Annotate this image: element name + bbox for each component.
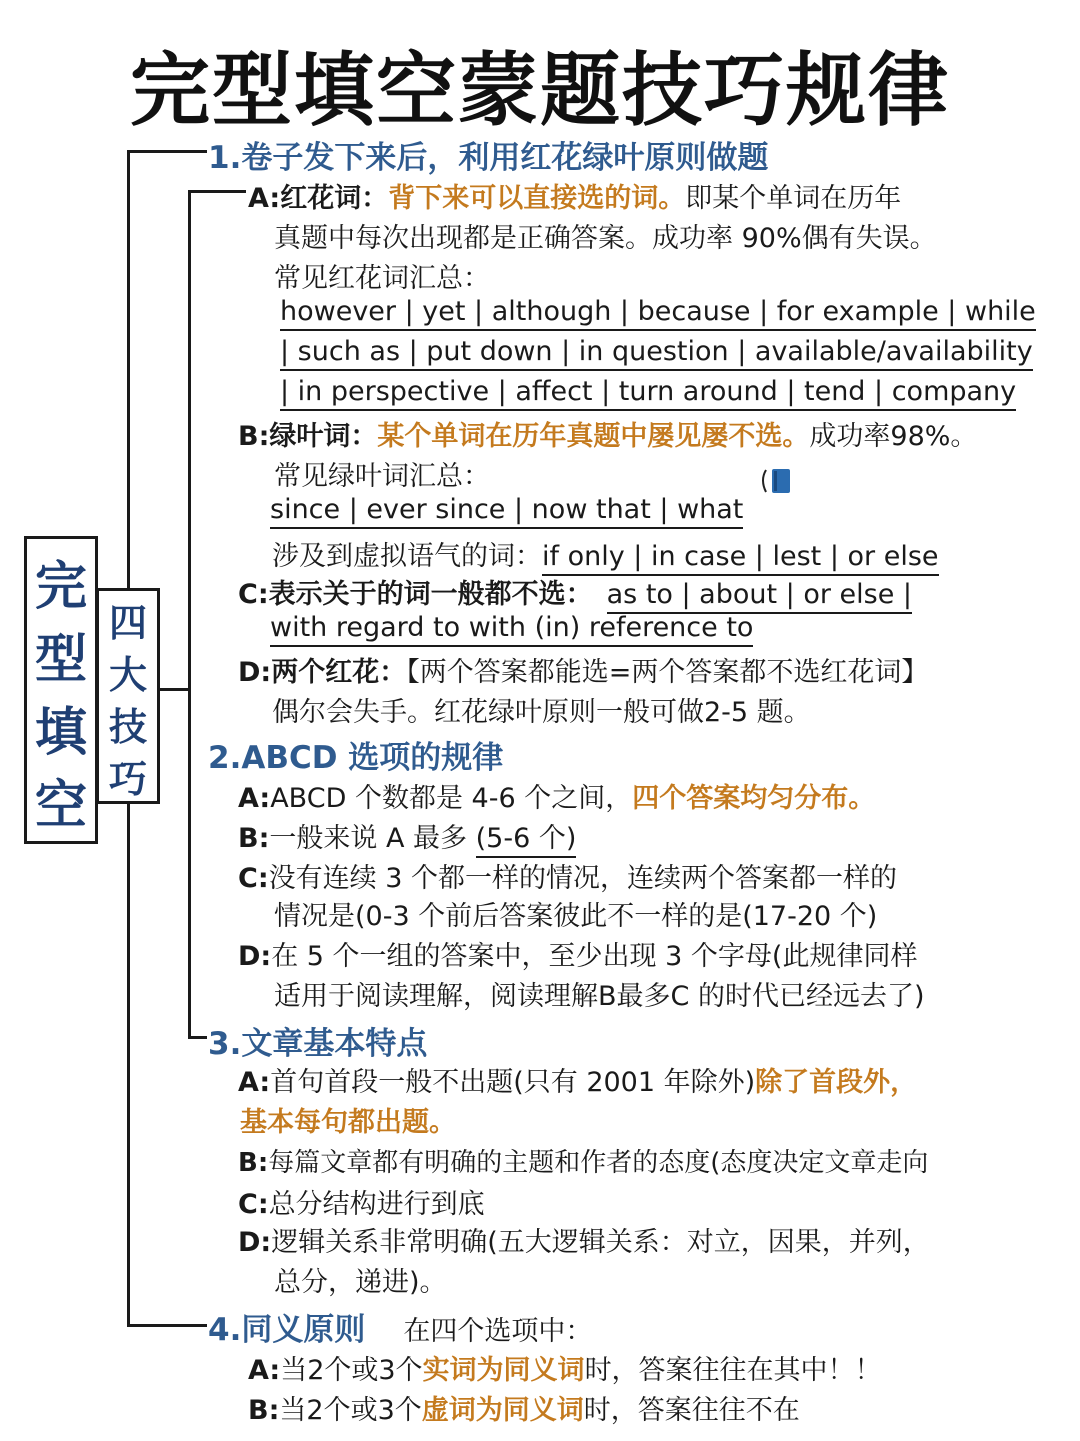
s3-a-label: A:	[238, 1067, 271, 1098]
s3-a-highlight-2: 基本每句都出题。	[240, 1107, 456, 1138]
s2-b-underlined: (5-6 个)	[476, 823, 577, 858]
tree-line-inner-vertical	[188, 190, 191, 1038]
s1-a-label: A:红花词：	[248, 183, 389, 214]
s1-a-words-2: | such as | put down | in question | available/availability	[280, 336, 1033, 371]
tree-line-h3	[188, 1036, 207, 1039]
s4-b-line	[248, 1388, 800, 1427]
main-char: 完	[34, 557, 87, 617]
s2-c-line	[238, 856, 897, 895]
tree-line-h4	[127, 1324, 207, 1327]
s4-a-pre: 当2个或3个	[280, 1355, 423, 1386]
s1-c-label: C:表示关于的词一般都不选：	[238, 579, 593, 610]
s4-a-post: 时，答案往往在其中！！	[584, 1355, 882, 1386]
s1-d-text: 【两个答案都能选=两个答案都不选红花词】	[406, 657, 929, 688]
s2-d-text: 在 5 个一组的答案中，至少出现 3 个字母(此规律同样	[271, 941, 918, 972]
s1-d-line	[238, 650, 928, 689]
s1-b-subj-label: 涉及到虚拟语气的词：	[272, 541, 542, 572]
s1-a-highlight: 背下来可以直接选的词。	[388, 183, 686, 214]
s1-a-text: 即某个单词在历年	[685, 183, 902, 214]
s4-b-pre: 当2个或3个	[279, 1395, 422, 1426]
s2-a-highlight: 四个答案均匀分布。	[632, 783, 876, 814]
section-2-heading: 2.ABCD 选项的规律	[208, 740, 504, 776]
tree-line-a	[188, 190, 246, 193]
s1-b-subj-words: if only | in case | lest | or else	[542, 541, 939, 576]
s2-d-line	[238, 934, 917, 973]
s4-b-highlight: 虚词为同义词	[421, 1395, 584, 1426]
s2-d-text-2: 适用于阅读理解，阅读理解B最多C 的时代已经远去了)	[274, 981, 925, 1012]
main-char: 空	[34, 776, 87, 836]
s1-c-words-1: as to | about | or else |	[607, 579, 912, 614]
s1-a-words-1: however | yet | although | because | for example | while	[280, 296, 1036, 331]
s3-d-label: D:	[238, 1227, 272, 1258]
s3-d-text-2: 总分，递进)。	[274, 1267, 447, 1298]
s2-c-text: 没有连续 3 个都一样的情况，连续两个答案都一样的	[268, 863, 897, 894]
s4-a-line	[248, 1348, 882, 1387]
s1-b-words-1: since | ever since | now that | what	[270, 494, 743, 529]
s4-b-post: 时，答案往往不在	[583, 1395, 800, 1426]
s1-a-list-title: 常见红花词汇总：	[274, 263, 490, 294]
page-title: 完型填空蒙题技巧规律	[130, 44, 950, 137]
book-icon	[758, 466, 798, 496]
s2-a-text: ABCD 个数都是 4-6 个之间，	[270, 783, 633, 814]
s2-b-text: 一般来说 A 最多	[269, 823, 476, 854]
sub-char: 技	[108, 705, 147, 749]
s1-b-highlight: 某个单词在历年真题中屡见屡不选。	[377, 421, 810, 452]
s3-c-text: 总分结构进行到底	[268, 1189, 485, 1220]
section-4-heading: 4.同义原则	[208, 1312, 366, 1348]
s1-a-words-3: | in perspective | affect | turn around | tend | company	[280, 376, 1016, 411]
section-4-line	[208, 1304, 592, 1349]
main-topic-box	[24, 536, 98, 844]
s4-intro: 在四个选项中：	[403, 1316, 593, 1347]
main-char: 填	[34, 703, 87, 763]
s1-a-line	[248, 176, 901, 215]
s3-b-line	[238, 1142, 928, 1179]
s3-a-highlight-1: 除了首段外，	[755, 1067, 918, 1098]
s2-a-line	[238, 776, 875, 815]
s3-b-text: 每篇文章都有明确的主题和作者的态度(态度决定文章走向	[268, 1148, 929, 1178]
sub-topic-box	[96, 588, 160, 804]
s1-c-line	[238, 572, 912, 611]
section-3-heading: 3.文章基本特点	[208, 1026, 428, 1062]
sub-char: 四	[108, 601, 147, 645]
s3-c-label: C:	[238, 1189, 269, 1220]
s1-b-label: B:绿叶词：	[238, 421, 378, 452]
s1-b-subj-line	[272, 534, 939, 573]
s2-b-label: B:	[238, 823, 270, 854]
s3-c-line	[238, 1182, 485, 1221]
s1-a-text-2: 真题中每次出现都是正确答案。成功率 90%偶有失误。	[274, 223, 937, 254]
s2-d-label: D:	[238, 941, 272, 972]
main-char: 型	[34, 630, 87, 690]
s1-b-text: 成功率98%。	[809, 421, 978, 452]
sub-char: 巧	[108, 757, 147, 801]
section-1-heading: 1.卷子发下来后，利用红花绿叶原则做题	[208, 140, 769, 176]
s4-a-highlight: 实词为同义词	[422, 1355, 585, 1386]
s1-b-list-title: 常见绿叶词汇总：	[274, 461, 490, 492]
s1-d-label: D:两个红花：	[238, 657, 407, 688]
s2-a-label: A:	[238, 783, 271, 814]
s3-d-line	[238, 1220, 930, 1259]
s1-c-words-2: with regard to with (in) reference to	[270, 612, 753, 647]
tree-line-box-link	[158, 688, 190, 691]
s2-c-text-2: 情况是(0-3 个前后答案彼此不一样的是(17-20 个)	[274, 901, 878, 932]
s1-b-line	[238, 414, 977, 453]
sub-char: 大	[108, 653, 147, 697]
s2-c-label: C:	[238, 863, 269, 894]
s4-b-label: B:	[248, 1395, 280, 1426]
s4-a-label: A:	[248, 1355, 281, 1386]
s3-b-label: B:	[238, 1148, 269, 1178]
s1-d-text-2: 偶尔会失手。红花绿叶原则一般可做2-5 题。	[272, 697, 811, 728]
s3-a-line	[238, 1060, 917, 1099]
s3-d-text: 逻辑关系非常明确(五大逻辑关系：对立，因果，并列，	[271, 1227, 930, 1258]
tree-line-h1	[127, 150, 207, 153]
s3-a-text: 首句首段一般不出题(只有 2001 年除外)	[270, 1067, 756, 1098]
s2-b-line	[238, 816, 576, 855]
